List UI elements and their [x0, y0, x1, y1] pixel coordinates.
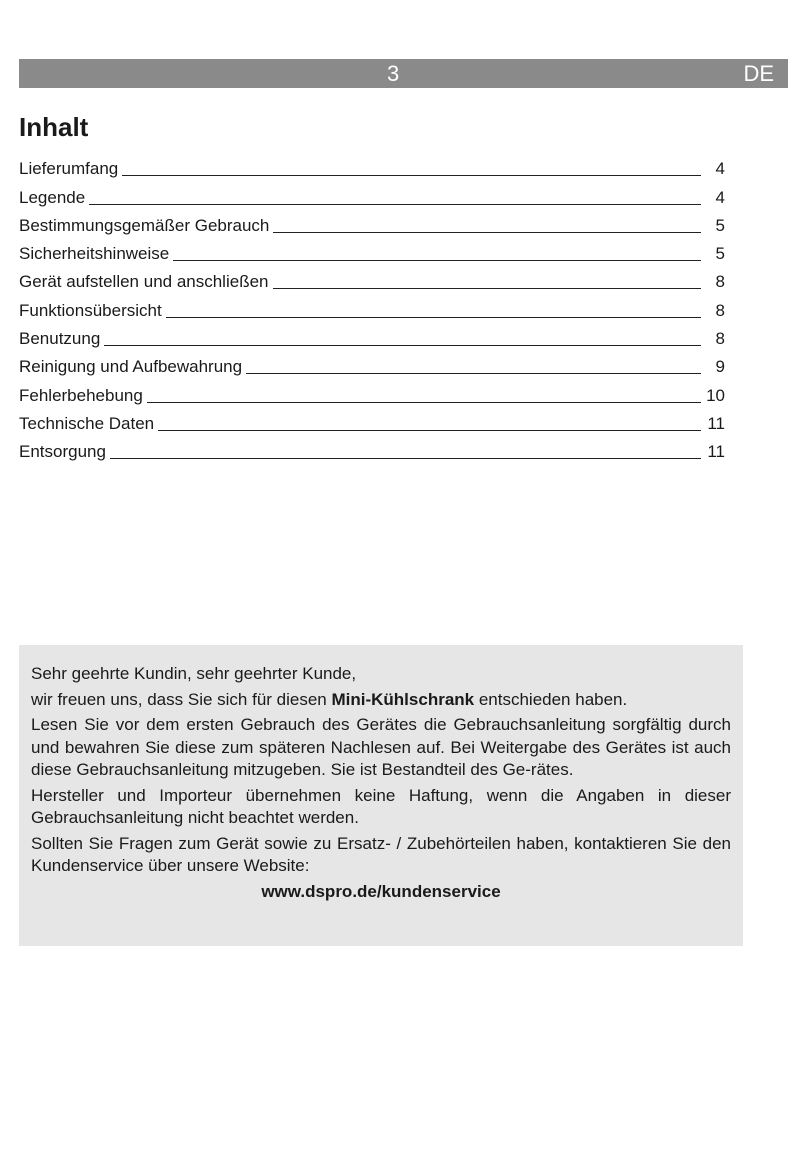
toc-entry-entsorgung[interactable] [19, 435, 725, 463]
notice-liability: Hersteller und Importeur übernehmen keine Haftung, wenn die Angaben in dieser Gebrauchsanleitung nicht beachtet werden. [31, 785, 731, 827]
customer-notice-box [19, 645, 743, 946]
notice-intro [31, 689, 731, 712]
notice-contact: Sollten Sie Fragen zum Gerät sowie zu Ersatz- / Zubehörteilen haben, kontaktieren Sie den Kundenservice über unsere Website: [31, 833, 731, 875]
toc-entry-page: 11 [707, 413, 725, 433]
toc-entry-lieferumfang[interactable] [19, 152, 725, 180]
language-code: DE [743, 61, 774, 86]
toc-entry-page: 4 [715, 187, 725, 207]
toc-entry-technische-daten[interactable] [19, 407, 725, 435]
toc-entry-label: Reinigung und Aufbewahrung [19, 357, 243, 377]
notice-intro-after: entschieden haben. [474, 689, 628, 709]
toc-entry-label: Gerät aufstellen und anschließen [19, 272, 269, 292]
toc-leader-line [273, 287, 702, 289]
toc-entry-label: Sicherheitshinweise [19, 244, 170, 264]
toc-leader-line [110, 457, 701, 459]
toc-entry-label: Benutzung [19, 329, 101, 349]
toc-leader-line [89, 203, 701, 205]
toc-entry-page: 5 [715, 215, 725, 235]
toc-leader-line [104, 344, 701, 346]
toc-entry-label: Entsorgung [19, 442, 106, 462]
toc-entry-sicherheitshinweise[interactable] [19, 237, 725, 265]
toc-entry-reinigung[interactable] [19, 350, 725, 378]
customer-service-link[interactable]: www.dspro.de/kundenservice [261, 881, 501, 901]
toc-entry-fehlerbehebung[interactable] [19, 378, 725, 406]
toc-leader-line [158, 429, 701, 431]
toc-entry-page: 4 [715, 159, 725, 179]
toc-leader-line [166, 316, 701, 318]
toc-entry-geraet-aufstellen[interactable] [19, 265, 725, 293]
toc-entry-page: 8 [715, 329, 725, 349]
toc-leader-line [246, 372, 701, 374]
toc-entry-page: 11 [707, 442, 725, 462]
notice-read-manual: Lesen Sie vor dem ersten Gebrauch des Gerätes die Gebrauchsanleitung sorgfältig durch und bewahren Sie diese zum späteren Nachlesen auf. Bei Weitergabe des Gerätes ist auch diese Gebrauchsanleitung mitzugeben. Sie ist Bestandteil des Ge-rätes. [31, 715, 731, 779]
toc-entry-page: 8 [715, 300, 725, 320]
toc-entry-benutzung[interactable] [19, 322, 725, 350]
page-header-bar [19, 59, 788, 88]
toc-entry-label: Legende [19, 187, 86, 207]
product-name: Mini-Kühlschrank [331, 689, 475, 709]
toc-entry-label: Lieferumfang [19, 159, 119, 179]
toc-entry-page: 8 [715, 272, 725, 292]
table-of-contents [19, 152, 725, 463]
toc-entry-label: Bestimmungsgemäßer Gebrauch [19, 215, 270, 235]
toc-title: Inhalt [19, 112, 89, 142]
toc-entry-legende[interactable] [19, 180, 725, 208]
toc-entry-label: Technische Daten [19, 413, 155, 433]
toc-leader-line [122, 174, 701, 176]
notice-intro-before: wir freuen uns, dass Sie sich für diesen [31, 689, 332, 709]
page-number: 3 [387, 61, 400, 86]
toc-entry-funktionsuebersicht[interactable] [19, 293, 725, 321]
toc-leader-line [173, 259, 701, 261]
notice-greeting: Sehr geehrte Kundin, sehr geehrter Kunde, [31, 664, 357, 683]
toc-entry-page: 9 [715, 357, 725, 377]
toc-entry-page: 10 [706, 385, 725, 405]
toc-entry-label: Funktionsübersicht [19, 300, 162, 320]
toc-entry-bestimmungsgemaesser-gebrauch[interactable] [19, 209, 725, 237]
toc-leader-line [147, 401, 701, 403]
toc-entry-label: Fehlerbehebung [19, 385, 143, 405]
toc-leader-line [273, 231, 701, 233]
toc-entry-page: 5 [715, 244, 725, 264]
